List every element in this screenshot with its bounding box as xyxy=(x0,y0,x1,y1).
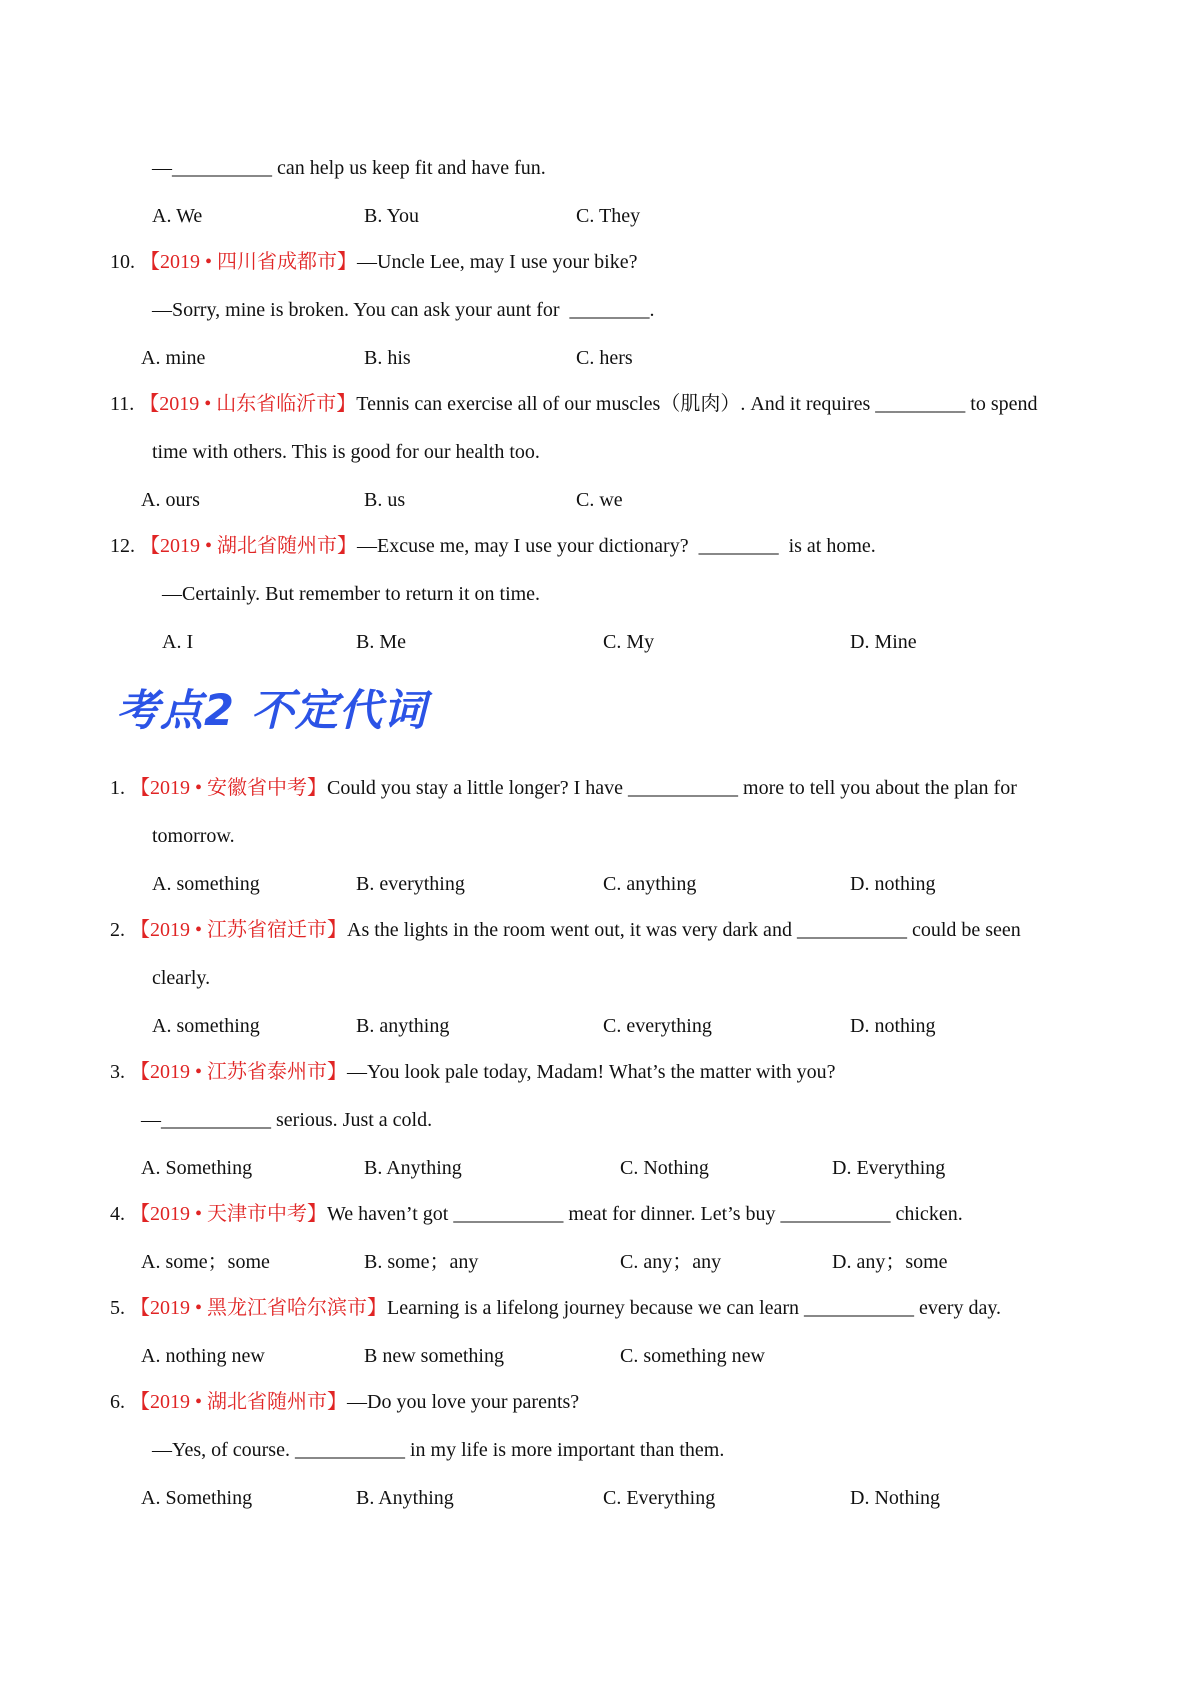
s2-question-4-option-b: B. some；any xyxy=(364,1251,479,1273)
s2-question-5-option-c: C. something new xyxy=(620,1345,765,1367)
question-12-option-d: D. Mine xyxy=(850,631,917,653)
s2-question-1-option-b: B. everything xyxy=(356,873,465,895)
question-source: 【2019 • 天津市中考】 xyxy=(130,1203,328,1225)
s2-question-4-option-d: D. any；some xyxy=(832,1251,948,1273)
question-number: 10. xyxy=(110,251,135,273)
question-9-line-2: —__________ can help us keep fit and have fun. xyxy=(152,157,546,179)
s2-question-2-option-b: B. anything xyxy=(356,1015,450,1037)
question-11-option-a: A. ours xyxy=(141,489,200,511)
section-heading: 考点2 不定代词 xyxy=(116,686,427,736)
s2-question-6-line-2: —Yes, of course. ___________ in my life is more important than them. xyxy=(152,1439,725,1461)
s2-question-4-option-c: C. any；any xyxy=(620,1251,722,1273)
question-text: Tennis can exercise all of our muscles（肌肉）. And it requires _________ to spend xyxy=(356,393,1038,415)
s2-question-4 xyxy=(110,1202,963,1226)
question-number: 5. xyxy=(110,1297,125,1319)
s2-question-1-option-a: A. something xyxy=(152,873,260,895)
s2-question-3-option-c: C. Nothing xyxy=(620,1157,709,1179)
s2-question-3-option-a: A. Something xyxy=(141,1157,253,1179)
question-11-option-c: C. we xyxy=(576,489,623,511)
question-number: 4. xyxy=(110,1203,125,1225)
question-9-option-c: C. They xyxy=(576,205,641,227)
question-source: 【2019 • 江苏省泰州市】 xyxy=(130,1061,348,1083)
question-10-option-b: B. his xyxy=(364,347,411,369)
question-11 xyxy=(110,392,1038,416)
question-text: —You look pale today, Madam! What’s the matter with you? xyxy=(347,1061,836,1083)
question-12-option-c: C. My xyxy=(603,631,655,653)
question-source: 【2019 • 黑龙江省哈尔滨市】 xyxy=(130,1297,388,1319)
question-source: 【2019 • 江苏省宿迁市】 xyxy=(130,919,348,941)
question-12-option-a: A. I xyxy=(162,631,194,653)
question-9-option-b: B. You xyxy=(364,205,420,227)
question-text: —Uncle Lee, may I use your bike? xyxy=(357,251,638,273)
question-source: 【2019 • 四川省成都市】 xyxy=(140,251,358,273)
s2-question-5 xyxy=(110,1296,1001,1320)
question-12-line-2: —Certainly. But remember to return it on time. xyxy=(162,583,541,605)
s2-question-1-line-2: tomorrow. xyxy=(152,825,235,847)
s2-question-6-option-d: D. Nothing xyxy=(850,1487,940,1509)
question-source: 【2019 • 山东省临沂市】 xyxy=(139,393,357,415)
question-number: 3. xyxy=(110,1061,125,1083)
question-source: 【2019 • 湖北省随州市】 xyxy=(130,1391,348,1413)
question-text: We haven’t got ___________ meat for dinner. Let’s buy ___________ chicken. xyxy=(327,1203,963,1225)
s2-question-3 xyxy=(110,1060,835,1084)
s2-question-3-line-2: —___________ serious. Just a cold. xyxy=(141,1109,433,1131)
s2-question-4-option-a: A. some；some xyxy=(141,1251,270,1273)
question-number: 1. xyxy=(110,777,125,799)
question-10 xyxy=(110,250,637,274)
s2-question-6-option-b: B. Anything xyxy=(356,1487,454,1509)
question-10-option-a: A. mine xyxy=(141,347,206,369)
question-number: 2. xyxy=(110,919,125,941)
question-number: 6. xyxy=(110,1391,125,1413)
s2-question-1 xyxy=(110,776,1017,800)
question-text: Could you stay a little longer? I have ___________ more to tell you about the plan for xyxy=(327,777,1017,799)
s2-question-5-option-a: A. nothing new xyxy=(141,1345,265,1367)
s2-question-2-line-2: clearly. xyxy=(152,967,211,989)
question-text: —Do you love your parents? xyxy=(347,1391,580,1413)
question-text: Learning is a lifelong journey because we can learn ___________ every day. xyxy=(387,1297,1002,1319)
s2-question-6 xyxy=(110,1390,579,1414)
s2-question-2 xyxy=(110,918,1021,942)
s2-question-5-option-b: B new something xyxy=(364,1345,504,1367)
s2-question-3-option-d: D. Everything xyxy=(832,1157,946,1179)
s2-question-1-option-c: C. anything xyxy=(603,873,697,895)
s2-question-1-option-d: D. nothing xyxy=(850,873,936,895)
s2-question-2-option-d: D. nothing xyxy=(850,1015,936,1037)
question-11-option-b: B. us xyxy=(364,489,406,511)
question-11-line-2: time with others. This is good for our health too. xyxy=(152,441,540,463)
s2-question-3-option-b: B. Anything xyxy=(364,1157,462,1179)
question-10-line-2: —Sorry, mine is broken. You can ask your aunt for ________. xyxy=(152,299,655,321)
question-text: —Excuse me, may I use your dictionary? ________ is at home. xyxy=(357,535,876,557)
question-source: 【2019 • 湖北省随州市】 xyxy=(140,535,358,557)
question-number: 12. xyxy=(110,535,135,557)
question-source: 【2019 • 安徽省中考】 xyxy=(130,777,328,799)
s2-question-2-option-c: C. everything xyxy=(603,1015,712,1037)
question-9-option-a: A. We xyxy=(152,205,203,227)
question-number: 11. xyxy=(110,393,135,415)
s2-question-6-option-c: C. Everything xyxy=(603,1487,716,1509)
question-text: As the lights in the room went out, it was very dark and ___________ could be seen xyxy=(347,919,1021,941)
question-12-option-b: B. Me xyxy=(356,631,406,653)
question-10-option-c: C. hers xyxy=(576,347,633,369)
s2-question-2-option-a: A. something xyxy=(152,1015,260,1037)
question-12 xyxy=(110,534,876,558)
s2-question-6-option-a: A. Something xyxy=(141,1487,253,1509)
